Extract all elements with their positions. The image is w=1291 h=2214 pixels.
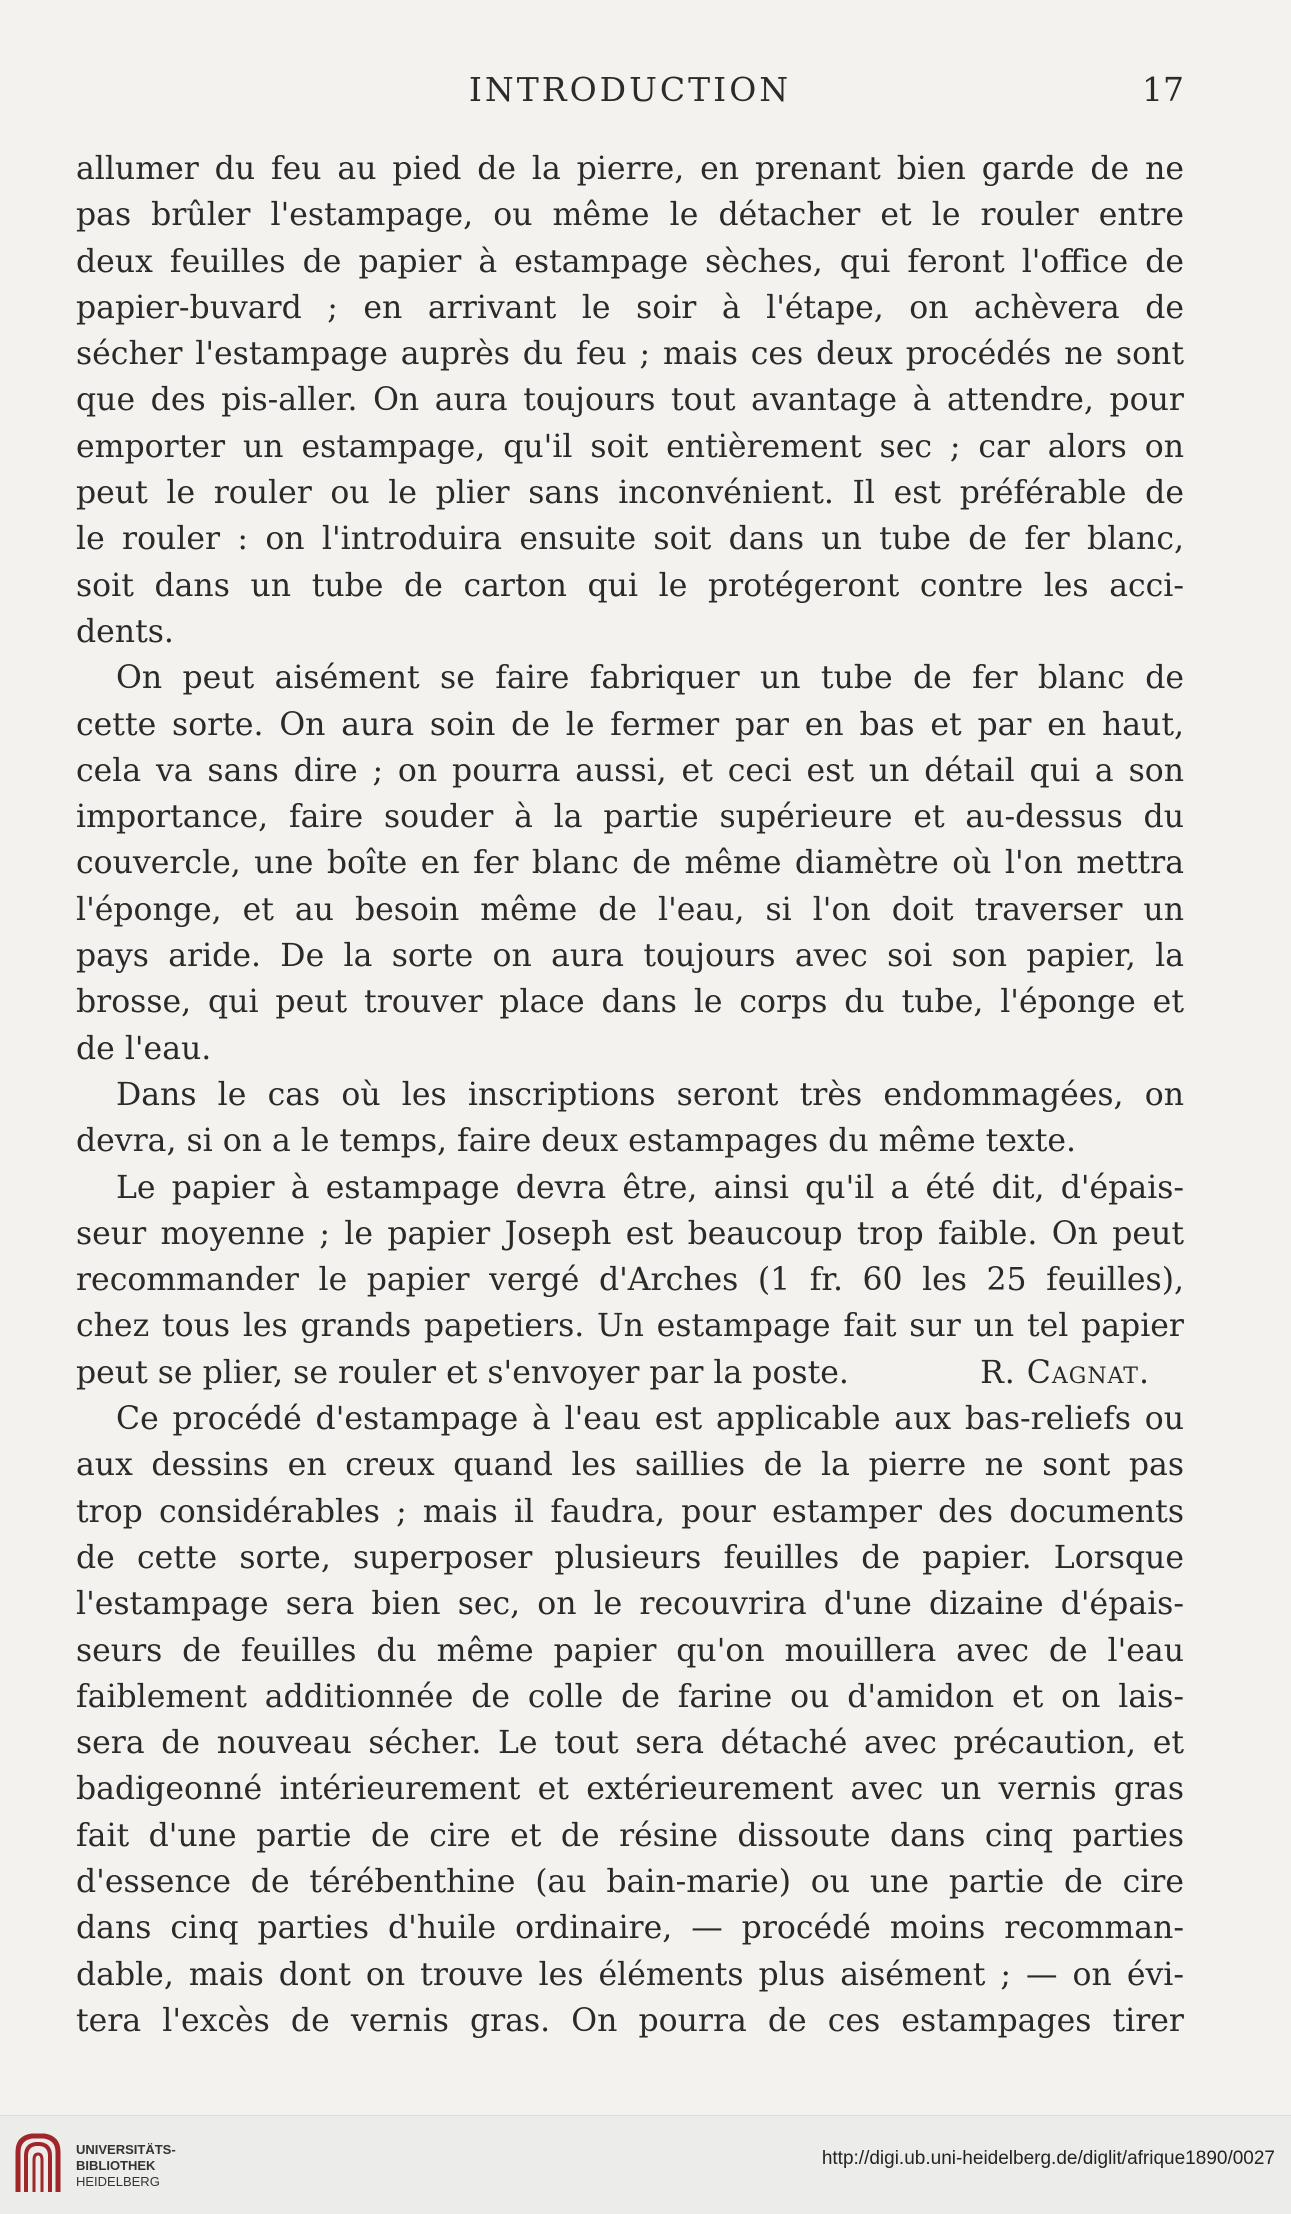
text-line: brosse, qui peut trouver place dans le corps du tube, l'éponge et [76, 984, 1184, 1021]
text-line: que des pis-aller. On aura toujours tout avantage à attendre, pour [76, 382, 1184, 419]
text-line: soit dans un tube de carton qui le protégeront contre les acci- [76, 567, 1184, 604]
text-line: fait d'une partie de cire et de résine dissoute dans cinq parties [76, 1817, 1184, 1854]
library-name [76, 2142, 176, 2190]
text-line: Ce procédé d'estampage à l'eau est applicable aux bas-reliefs ou [116, 1401, 1184, 1438]
text-line: deux feuilles de papier à estampage sèches, qui feront l'office de [76, 243, 1184, 280]
text-line: faiblement additionnée de colle de farine ou d'amidon et on lais- [76, 1678, 1184, 1715]
text-line: d'essence de térébenthine (au bain-marie) ou une partie de cire [76, 1863, 1184, 1900]
text-line: aux dessins en creux quand les saillies de la pierre ne sont pas [76, 1447, 1184, 1484]
author-signature: R. Cagnat. [980, 1354, 1150, 1391]
library-name-line: UNIVERSITÄTS- [76, 2142, 176, 2157]
text-line: sera de nouveau sécher. Le tout sera détaché avec précaution, et [76, 1725, 1184, 1762]
text-line: dents. [76, 613, 174, 650]
text-line: dable, mais dont on trouve les éléments plus aisément ; — on évi- [76, 1956, 1184, 1993]
text-line: dans cinq parties d'huile ordinaire, — procédé moins recomman- [76, 1910, 1184, 1947]
text-line [76, 1350, 1184, 1396]
footer-bar [0, 2115, 1291, 2214]
text-line: cette sorte. On aura soin de le fermer par en bas et par en haut, [76, 706, 1184, 743]
text-line: sécher l'estampage auprès du feu ; mais ces deux procédés ne sont [76, 336, 1184, 373]
source-url-link[interactable]: http://digi.ub.uni-heidelberg.de/diglit/afrique1890/0027 [821, 2148, 1275, 2169]
text-line: papier-buvard ; en arrivant le soir à l'étape, on achèvera de [76, 289, 1184, 326]
text-line: trop considérables ; mais il faudra, pour estamper des documents [76, 1493, 1184, 1530]
text-line: chez tous les grands papetiers. Un estampage fait sur un tel papier [76, 1308, 1184, 1345]
text-line: seur moyenne ; le papier Joseph est beaucoup trop faible. On peut [76, 1215, 1184, 1252]
library-logo-icon[interactable] [12, 2130, 64, 2200]
page-number: 17 [1142, 70, 1184, 109]
text-line: l'estampage sera bien sec, on le recouvrira d'une dizaine d'épais- [76, 1586, 1184, 1623]
text-line: Dans le cas où les inscriptions seront très endommagées, on [116, 1076, 1184, 1113]
text-line: devra, si on a le temps, faire deux estampages du même texte. [76, 1123, 1077, 1160]
body-text [76, 146, 1184, 2044]
library-name-line: HEIDELBERG [76, 2174, 160, 2189]
text-line: tera l'excès de vernis gras. On pourra de ces estampages tirer [76, 2002, 1184, 2039]
text-line: le rouler : on l'introduira ensuite soit dans un tube de fer blanc, [76, 521, 1184, 558]
text-line: l'éponge, et au besoin même de l'eau, si l'on doit traverser un [76, 891, 1184, 928]
text-line: emporter un estampage, qu'il soit entièrement sec ; car alors on [76, 428, 1184, 465]
text-line: seurs de feuilles du même papier qu'on mouillera avec de l'eau [76, 1632, 1184, 1669]
running-head [76, 70, 1184, 116]
running-title: INTRODUCTION [468, 70, 792, 109]
text-line: recommander le papier vergé d'Arches (1 fr. 60 les 25 feuilles), [76, 1262, 1184, 1299]
text-line-content: peut se plier, se rouler et s'envoyer par la poste. [76, 1354, 849, 1391]
text-line: de l'eau. [76, 1030, 212, 1067]
library-name-line: BIBLIOTHEK [76, 2158, 156, 2173]
text-line: pays aride. De la sorte on aura toujours avec soi son papier, la [76, 938, 1184, 975]
text-line: On peut aisément se faire fabriquer un tube de fer blanc de [116, 660, 1184, 697]
text-line: badigeonné intérieurement et extérieurement avec un vernis gras [76, 1771, 1184, 1808]
text-line: de cette sorte, superposer plusieurs feuilles de papier. Lorsque [76, 1539, 1184, 1576]
text-line: peut le rouler ou le plier sans inconvénient. Il est préférable de [76, 475, 1184, 512]
text-line: couvercle, une boîte en fer blanc de même diamètre où l'on mettra [76, 845, 1184, 882]
text-line: allumer du feu au pied de la pierre, en prenant bien garde de ne [76, 151, 1184, 187]
text-line: cela va sans dire ; on pourra aussi, et ceci est un détail qui a son [76, 752, 1184, 789]
text-line: Le papier à estampage devra être, ainsi qu'il a été dit, d'épais- [116, 1169, 1184, 1206]
text-line: importance, faire souder à la partie supérieure et au-dessus du [76, 799, 1184, 836]
text-line: pas brûler l'estampage, ou même le détacher et le rouler entre [76, 197, 1184, 234]
